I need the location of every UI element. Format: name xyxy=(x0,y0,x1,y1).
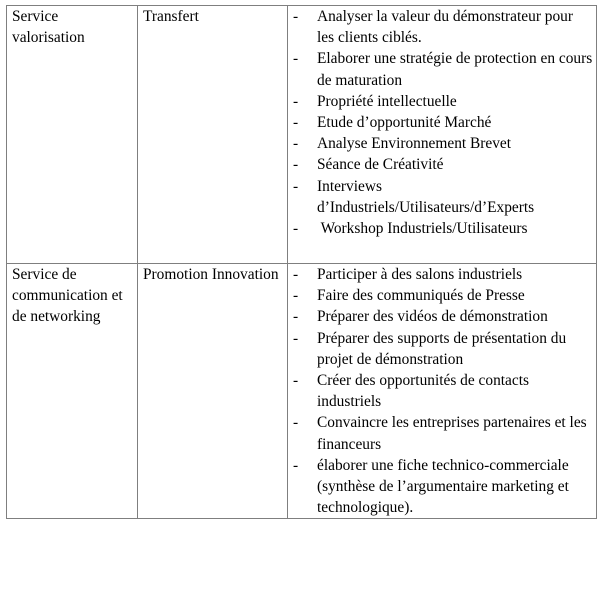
bullet-dash: - xyxy=(293,308,299,326)
actions-cell xyxy=(288,6,597,264)
list-item-text: Créer des opportunités de contacts industriels xyxy=(317,372,529,411)
list-item xyxy=(293,154,593,175)
actions-list xyxy=(293,264,593,518)
bullet-dash: - xyxy=(293,177,299,195)
bullet-dash: - xyxy=(293,287,299,305)
list-item-text: Workshop Industriels/Utilisateurs xyxy=(317,220,528,238)
list-item xyxy=(293,264,593,285)
list-item-text: Participer à des salons industriels xyxy=(317,266,523,283)
service-cell: Service de communication et de networking xyxy=(7,264,138,519)
list-item-text: Elaborer une stratégie de protection en cours de maturation xyxy=(317,50,593,89)
bullet-dash: - xyxy=(293,92,299,110)
list-item xyxy=(293,370,593,412)
bullet-dash: - xyxy=(293,50,299,68)
list-item-text: Préparer des supports de présentation du projet de démonstration xyxy=(317,329,567,368)
list-item xyxy=(293,176,593,218)
list-item xyxy=(293,6,593,48)
list-item-text: Séance de Créativité xyxy=(317,156,444,174)
list-item-text: Faire des communiqués de Presse xyxy=(317,287,525,305)
list-item xyxy=(293,48,593,90)
table-row xyxy=(7,264,597,519)
list-item xyxy=(293,218,593,239)
bullet-dash: - xyxy=(293,266,299,283)
list-item-text: Propriété intellectuelle xyxy=(317,92,457,110)
list-item xyxy=(293,133,593,154)
bullet-dash: - xyxy=(293,114,299,132)
bullet-dash: - xyxy=(293,329,299,347)
list-item xyxy=(293,328,593,370)
actions-list xyxy=(293,6,593,239)
list-item-text: Préparer des vidéos de démonstration xyxy=(317,308,548,326)
list-item-text: Analyser la valeur du démonstrateur pour les clients ciblés. xyxy=(317,8,573,47)
bullet-dash: - xyxy=(293,220,299,238)
list-item xyxy=(293,455,593,519)
bullet-dash: - xyxy=(293,456,299,474)
bullet-dash: - xyxy=(293,135,299,153)
bullet-dash: - xyxy=(293,156,299,174)
actions-cell xyxy=(288,264,597,519)
list-item xyxy=(293,412,593,454)
list-item xyxy=(293,112,593,133)
bullet-dash: - xyxy=(293,414,299,432)
services-table xyxy=(6,5,597,519)
bullet-dash: - xyxy=(293,372,299,390)
list-item xyxy=(293,306,593,327)
service-cell: Service valorisation xyxy=(7,6,138,264)
list-item-text: Convaincre les entreprises partenaires et les financeurs xyxy=(317,414,587,453)
list-item xyxy=(293,285,593,306)
list-item-text: Analyse Environnement Brevet xyxy=(317,135,512,153)
bullet-dash: - xyxy=(293,8,299,25)
type-cell: Promotion Innovation xyxy=(138,264,288,519)
list-item-text: élaborer une fiche technico-commerciale (synthèse de l’argumentaire marketing et technologique). xyxy=(317,456,569,517)
list-item-text: Interviews d’Industriels/Utilisateurs/d’Experts xyxy=(317,177,535,216)
table-row xyxy=(7,6,597,264)
list-item xyxy=(293,91,593,112)
list-item-text: Etude d’opportunité Marché xyxy=(317,114,492,132)
type-cell: Transfert xyxy=(138,6,288,264)
